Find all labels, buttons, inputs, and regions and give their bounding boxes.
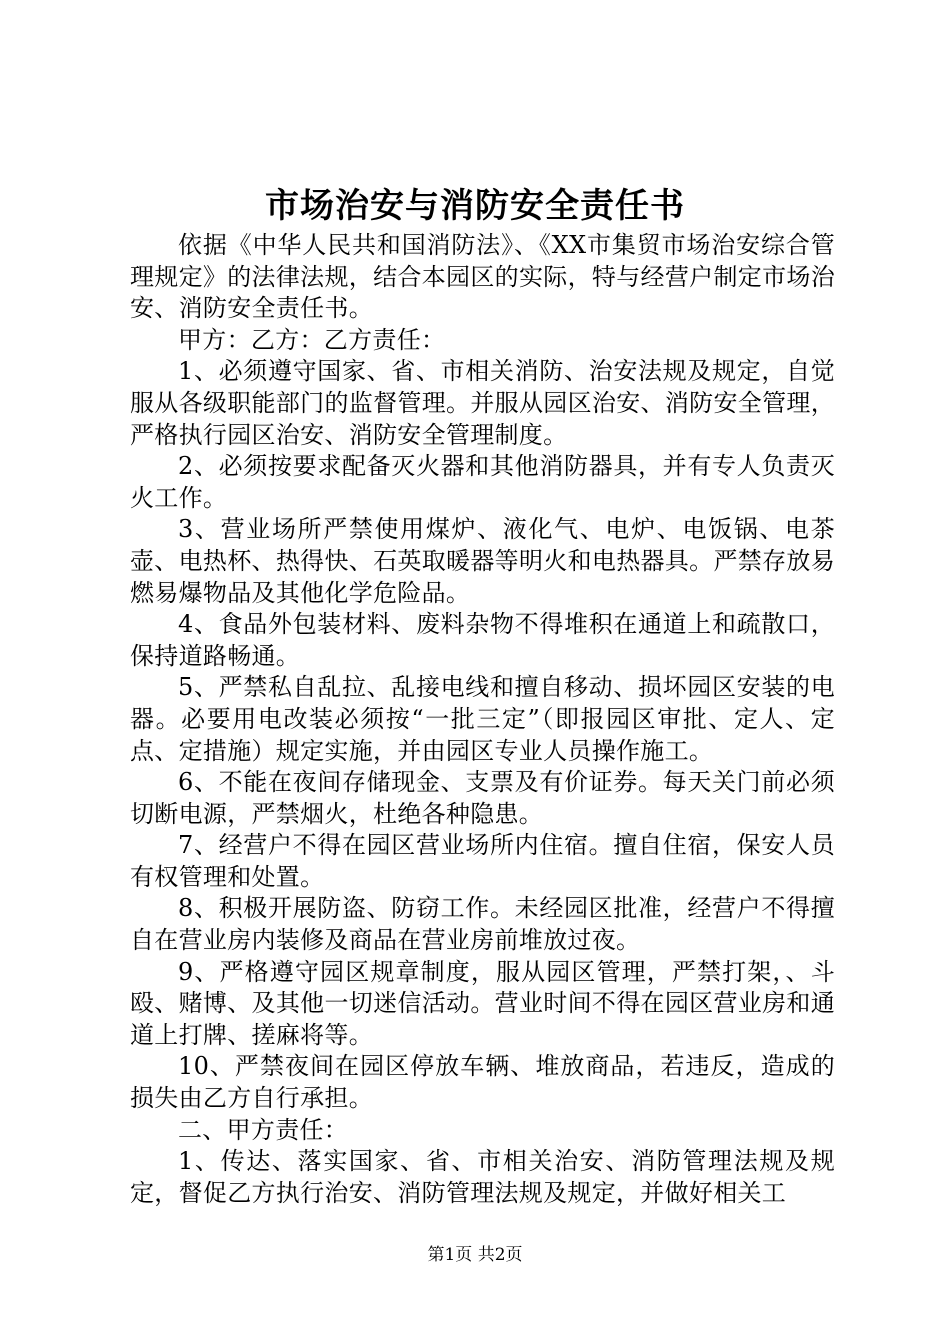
paragraph-intro: 依据《中华人民共和国消防法》、《XX市集贸市场治安综合管理规定》的法律法规，结合本园区的实际，特与经营户制定市场治安、消防安全责任书。 xyxy=(130,231,835,323)
paragraph-item-5: 5、严禁私自乱拉、乱接电线和擅自移动、损坏园区安装的电器。必要用电改装必须按“一批三定”（即报园区审批、定人、定点、定措施）规定实施，并由园区专业人员操作施工。 xyxy=(130,673,835,765)
paragraph-item-3: 3、营业场所严禁使用煤炉、液化气、电炉、电饭锅、电茶壶、电热杯、热得快、石英取暖器等明火和电热器具。严禁存放易燃易爆物品及其他化学危险品。 xyxy=(130,515,835,607)
document-title: 市场治安与消防安全责任书 xyxy=(265,186,685,226)
document-body xyxy=(130,230,835,1209)
paragraph-party-a-item-1: 1、传达、落实国家、省、市相关治安、消防管理法规及规定，督促乙方执行治安、消防管理法规及规定，并做好相关工 xyxy=(130,1147,835,1207)
paragraph-item-1: 1、必须遵守国家、省、市相关消防、治安法规及规定，自觉服从各级职能部门的监督管理。并服从园区治安、消防安全管理，严格执行园区治安、消防安全管理制度。 xyxy=(130,357,835,449)
paragraph-item-10: 10、严禁夜间在园区停放车辆、堆放商品，若违反，造成的损失由乙方自行承担。 xyxy=(130,1052,835,1113)
paragraph-item-9: 9、严格遵守园区规章制度，服从园区管理，严禁打架，、斗殴、赌博、及其他一切迷信活动。营业时间不得在园区营业房和通道上打牌、搓麻将等。 xyxy=(130,957,835,1049)
paragraph-item-7: 7、经营户不得在园区营业场所内住宿。擅自住宿，保安人员有权管理和处置。 xyxy=(130,831,835,891)
page-number: 第1页 共2页 xyxy=(427,1245,523,1265)
paragraph-item-2: 2、必须按要求配备灭火器和其他消防器具，并有专人负责灭火工作。 xyxy=(130,452,835,512)
paragraph-section-2-heading: 二、甲方责任： xyxy=(178,1115,349,1144)
paragraph-parties: 甲方：乙方：乙方责任： xyxy=(178,325,446,354)
paragraph-item-8: 8、积极开展防盗、防窃工作。未经园区批准，经营户不得擅自在营业房内装修及商品在营业房前堆放过夜。 xyxy=(130,894,835,955)
paragraph-item-4: 4、食品外包装材料、废料杂物不得堆积在通道上和疏散口，保持道路畅通。 xyxy=(130,610,835,670)
paragraph-item-6: 6、不能在夜间存储现金、支票及有价证券。每天关门前必须切断电源，严禁烟火，杜绝各种隐患。 xyxy=(130,768,835,828)
